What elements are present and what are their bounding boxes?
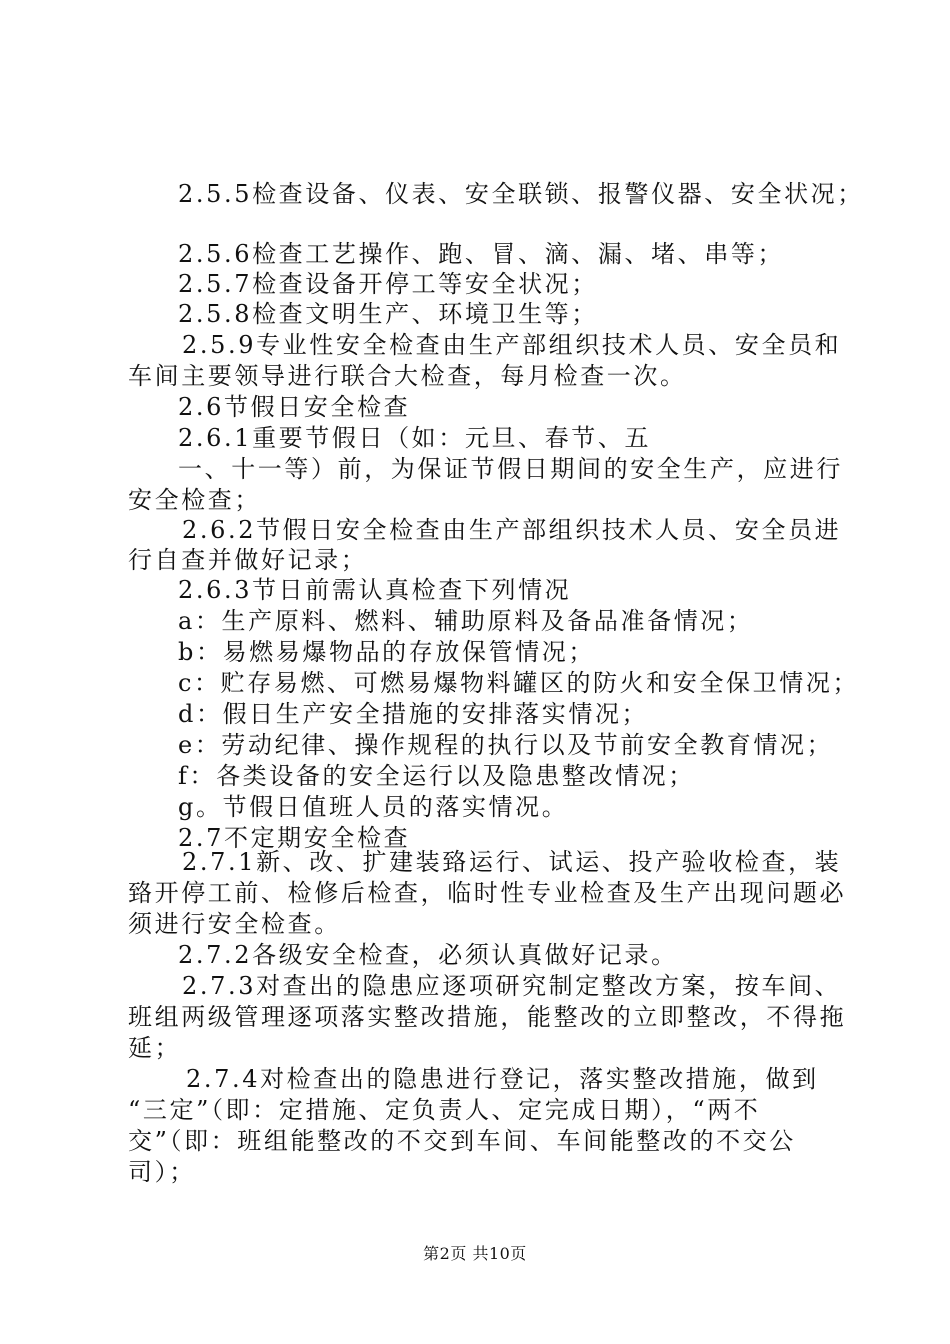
page-number-footer: 第2页 共10页 xyxy=(423,1244,527,1263)
text-line: 2.7.2各级安全检查，必须认真做好记录。 xyxy=(178,941,678,969)
text-line: 2.5.8检查文明生产、环境卫生等； xyxy=(178,300,598,328)
text-line: 2.5.9专业性安全检查由生产部组织技术人员、安全员和 xyxy=(182,331,842,359)
text-line: 司）； xyxy=(128,1158,196,1186)
text-line: 2.6.1重要节假日（如：元旦、春节、五 xyxy=(178,424,652,452)
text-line: 2.6.3节日前需认真检查下列情况 xyxy=(178,576,572,604)
list-item: c：贮存易燃、可燃易爆物料罐区的防火和安全保卫情况； xyxy=(178,669,860,697)
text-line: 安全检查； xyxy=(128,486,261,514)
text-line: 须进行安全检查。 xyxy=(128,910,341,938)
text-line: 一、十一等）前，为保证节假日期间的安全生产，应进行 xyxy=(178,455,843,483)
text-line: 2.5.7检查设备开停工等安全状况； xyxy=(178,270,598,298)
text-line: 2.7.4对检查出的隐患进行登记，落实整改措施，做到 xyxy=(186,1065,819,1093)
text-line: 行自查并做好记录； xyxy=(128,546,368,574)
list-item: d：假日生产安全措施的安排落实情况； xyxy=(178,700,649,728)
text-line: 2.5.5检查设备、仪表、安全联锁、报警仪器、安全状况； xyxy=(178,180,864,208)
text-line: 臵开停工前、检修后检查，临时性专业检查及生产出现问题必 xyxy=(128,879,847,907)
section-heading: 2.7不定期安全检查 xyxy=(178,824,411,852)
text-line: “三定”（即：定措施、定负责人、定完成日期），“两不 xyxy=(128,1096,761,1124)
list-item: e：劳动纪律、操作规程的执行以及节前安全教育情况； xyxy=(178,731,834,759)
list-item: b：易燃易爆物品的存放保管情况； xyxy=(178,638,595,666)
text-line: 班组两级管理逐项落实整改措施，能整改的立即整改，不得拖 xyxy=(128,1003,847,1031)
section-heading: 2.6节假日安全检查 xyxy=(178,393,411,421)
text-line: 2.7.1新、改、扩建装臵运行、试运、投产验收检查，装 xyxy=(182,848,842,876)
text-line: 2.6.2节假日安全检查由生产部组织技术人员、安全员进 xyxy=(182,516,842,544)
text-line: 2.5.6检查工艺操作、跑、冒、滴、漏、堵、串等； xyxy=(178,240,785,268)
text-line: 2.7.3对查出的隐患应逐项研究制定整改方案，按车间、 xyxy=(182,972,842,1000)
text-line: 交”（即：班组能整改的不交到车间、车间能整改的不交公 xyxy=(128,1127,796,1155)
text-line: 车间主要领导进行联合大检查，每月检查一次。 xyxy=(128,362,687,390)
list-item: g。节假日值班人员的落实情况。 xyxy=(178,793,569,821)
text-line: 延； xyxy=(128,1034,182,1062)
list-item: a：生产原料、燃料、辅助原料及备品准备情况； xyxy=(178,607,754,635)
list-item: f：各类设备的安全运行以及隐患整改情况； xyxy=(178,762,695,790)
